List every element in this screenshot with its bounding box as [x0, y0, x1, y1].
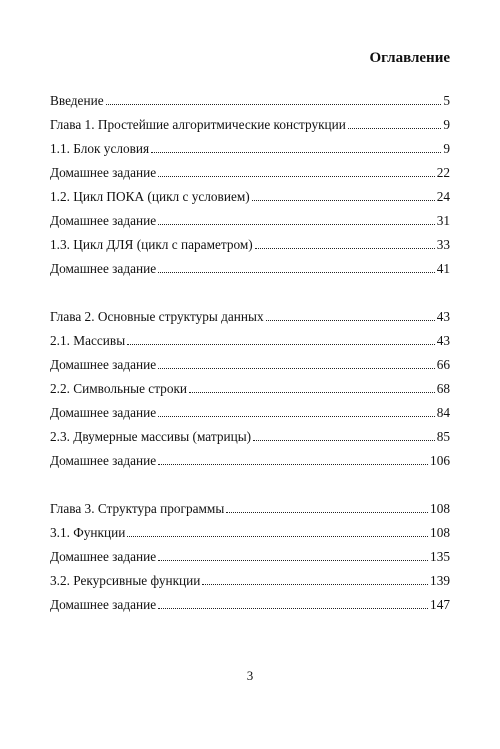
dot-leader: [127, 344, 435, 345]
page-title: Оглавление: [369, 50, 450, 66]
dot-leader: [158, 224, 435, 225]
toc-entry-title: Домашнее задание: [50, 549, 157, 564]
toc-entry-title: 1.1. Блок условия: [50, 141, 150, 156]
toc-entry-page-number: 43: [436, 309, 450, 324]
dot-leader: [151, 152, 441, 153]
dot-leader: [348, 128, 441, 129]
dot-leader: [255, 248, 435, 249]
toc-entry-page-number: 24: [436, 189, 450, 204]
toc-entry-page-number: 68: [436, 381, 450, 396]
toc-entry-page-number: 139: [430, 573, 450, 588]
toc-entry: [50, 449, 450, 473]
dot-leader: [158, 368, 435, 369]
toc-entry-title: 3.1. Функции: [50, 525, 126, 540]
toc-entry: [50, 545, 450, 569]
toc-group-chapter-3: [50, 497, 450, 617]
toc-entry-title: 2.1. Массивы: [50, 333, 126, 348]
dot-leader: [252, 200, 435, 201]
dot-leader: [202, 584, 428, 585]
dot-leader: [158, 176, 435, 177]
toc-entry-page-number: 5: [443, 93, 450, 108]
toc-entry: [50, 593, 450, 617]
toc-entry-title: 2.2. Символьные строки: [50, 381, 188, 396]
dot-leader: [266, 320, 435, 321]
toc-entry-title: 3.2. Рекурсивные функции: [50, 573, 201, 588]
toc-entry: [50, 521, 450, 545]
toc-entry-title: Домашнее задание: [50, 261, 157, 276]
toc-group-intro-chapter-1: [50, 89, 450, 281]
toc-entry-page-number: 66: [436, 357, 450, 372]
toc-entry-title: Домашнее задание: [50, 357, 157, 372]
toc-entry-title: 1.3. Цикл ДЛЯ (цикл с параметром): [50, 237, 253, 252]
toc-entry-title: 1.2. Цикл ПОКА (цикл с условием): [50, 189, 250, 204]
dot-leader: [158, 272, 435, 273]
toc-entry: [50, 401, 450, 425]
toc-entry-page-number: 43: [436, 333, 450, 348]
toc-entry-page-number: 106: [430, 453, 450, 468]
dot-leader: [226, 512, 428, 513]
toc-entry: [50, 209, 450, 233]
toc-entry: [50, 137, 450, 161]
toc-entry-page-number: 41: [436, 261, 450, 276]
dot-leader: [189, 392, 435, 393]
dot-leader: [253, 440, 435, 441]
toc-entry-title: Домашнее задание: [50, 405, 157, 420]
toc-entry-title: Домашнее задание: [50, 213, 157, 228]
toc-entry: [50, 569, 450, 593]
toc-entry-title: Домашнее задание: [50, 165, 157, 180]
toc-entry-page-number: 22: [436, 165, 450, 180]
dot-leader: [106, 104, 442, 105]
dot-leader: [127, 536, 428, 537]
toc-entry-title: 2.3. Двумерные массивы (матрицы): [50, 429, 252, 444]
page-number: 3: [246, 668, 254, 683]
toc-entry: [50, 89, 450, 113]
toc-entry: [50, 377, 450, 401]
toc-entry-page-number: 108: [430, 501, 450, 516]
toc-entry: [50, 425, 450, 449]
toc-entry: [50, 329, 450, 353]
toc-entry: [50, 233, 450, 257]
toc-group-chapter-2: [50, 305, 450, 473]
toc-entry: [50, 353, 450, 377]
toc-entry-page-number: 31: [436, 213, 450, 228]
dot-leader: [158, 464, 428, 465]
toc-entry-title: Введение: [50, 93, 104, 108]
dot-leader: [158, 416, 435, 417]
toc-entry: [50, 305, 450, 329]
toc-entry: [50, 497, 450, 521]
toc-entry-title: Домашнее задание: [50, 597, 157, 612]
toc-entry: [50, 257, 450, 281]
toc-entry-page-number: 84: [436, 405, 450, 420]
toc-entry-title: Глава 3. Структура программы: [50, 501, 225, 516]
toc-entry: [50, 185, 450, 209]
toc-entry-title: Глава 1. Простейшие алгоритмические конструкции: [50, 117, 346, 132]
toc-entry-title: Глава 2. Основные структуры данных: [50, 309, 264, 324]
toc-entry-page-number: 33: [436, 237, 450, 252]
toc-entry-page-number: 108: [430, 525, 450, 540]
toc-entry-page-number: 85: [436, 429, 450, 444]
toc-entry-page-number: 147: [430, 597, 450, 612]
toc-entry-page-number: 9: [443, 141, 450, 156]
toc-entry-page-number: 9: [443, 117, 450, 132]
toc-entry: [50, 161, 450, 185]
toc-entry: [50, 113, 450, 137]
toc-entry-title: Домашнее задание: [50, 453, 157, 468]
dot-leader: [158, 608, 428, 609]
dot-leader: [158, 560, 428, 561]
toc-entry-page-number: 135: [430, 549, 450, 564]
